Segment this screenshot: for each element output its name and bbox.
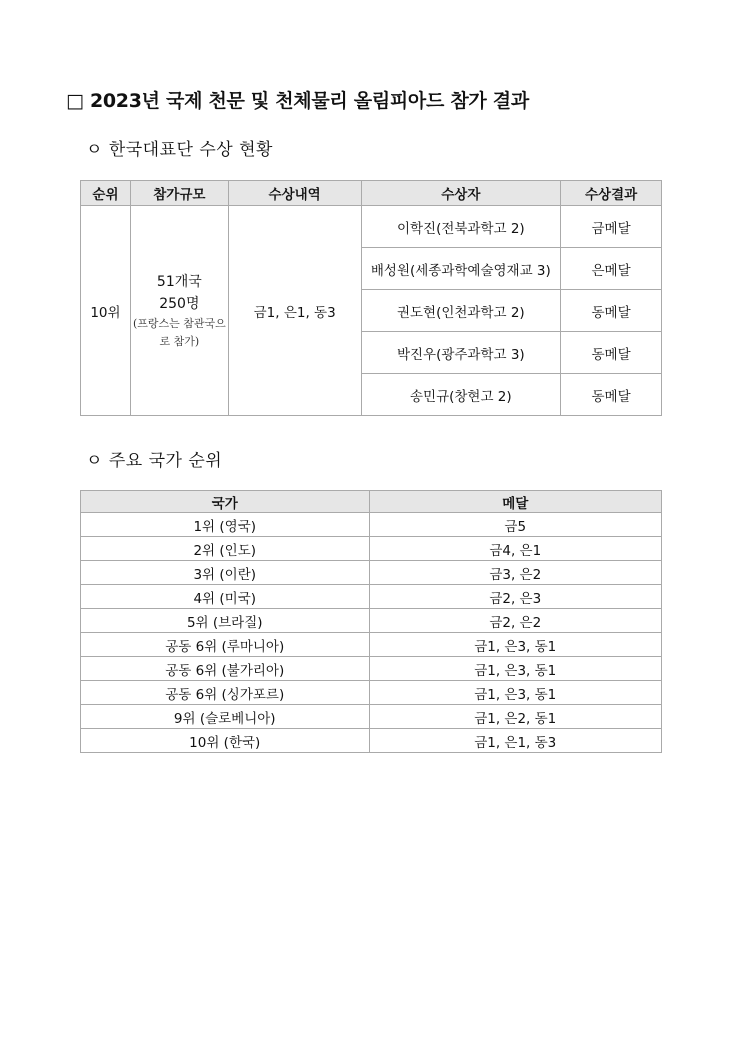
medals-cell: 금1, 은2, 동1 (369, 705, 662, 729)
medals-cell: 금2, 은2 (369, 609, 662, 633)
country-cell: 공동 6위 (불가리아) (81, 657, 370, 681)
winner-name: 송민규(창현고 2) (361, 374, 561, 416)
medals-cell: 금2, 은3 (369, 585, 662, 609)
winner-result: 은메달 (561, 248, 662, 290)
country-cell: 4위 (미국) (81, 585, 370, 609)
winner-result: 동메달 (561, 290, 662, 332)
rank-cell: 10위 (81, 206, 131, 416)
header-country: 국가 (81, 491, 370, 513)
table-row (81, 206, 662, 248)
table-row (81, 513, 662, 537)
medals-cell: 금1, 은3, 동1 (369, 633, 662, 657)
scale-cell (130, 206, 228, 416)
korea-team-results-table (80, 180, 662, 416)
country-cell: 공동 6위 (루마니아) (81, 633, 370, 657)
page-title: □ 2023년 국제 천문 및 천체물리 올림피아드 참가 결과 (66, 90, 529, 112)
winner-name: 배성원(세종과학예술영재교 3) (361, 248, 561, 290)
header-scale: 참가규모 (130, 181, 228, 206)
table-row (81, 585, 662, 609)
scale-countries: 51개국 (156, 273, 202, 290)
winner-name: 권도현(인천과학고 2) (361, 290, 561, 332)
table-row (81, 657, 662, 681)
country-ranking-table (80, 490, 662, 753)
section-heading-korea-team: ㅇ 한국대표단 수상 현황 (86, 140, 273, 160)
medals-cell: 금1, 은3, 동1 (369, 681, 662, 705)
scale-note: (프랑스는 참관국으로 참가) (132, 316, 226, 348)
table-row (81, 681, 662, 705)
header-medals: 메달 (369, 491, 662, 513)
header-awards: 수상내역 (228, 181, 361, 206)
header-winner: 수상자 (361, 181, 561, 206)
country-cell: 공동 6위 (싱가포르) (81, 681, 370, 705)
winner-result: 금메달 (561, 206, 662, 248)
winner-result: 동메달 (561, 374, 662, 416)
section-heading-country-ranking: ㅇ 주요 국가 순위 (86, 451, 223, 471)
medals-cell: 금3, 은2 (369, 561, 662, 585)
table-row (81, 561, 662, 585)
table-row (81, 705, 662, 729)
header-result: 수상결과 (561, 181, 662, 206)
winner-name: 이학진(전북과학고 2) (361, 206, 561, 248)
winner-name: 박진우(광주과학고 3) (361, 332, 561, 374)
table-row (81, 633, 662, 657)
country-cell: 10위 (한국) (81, 729, 370, 753)
table-row (81, 609, 662, 633)
awards-cell: 금1, 은1, 동3 (228, 206, 361, 416)
header-rank: 순위 (81, 181, 131, 206)
medals-cell: 금1, 은1, 동3 (369, 729, 662, 753)
table-row (81, 537, 662, 561)
scale-people: 250명 (159, 295, 200, 312)
ranking-body (81, 513, 662, 753)
winner-result: 동메달 (561, 332, 662, 374)
medals-cell: 금5 (369, 513, 662, 537)
country-cell: 5위 (브라질) (81, 609, 370, 633)
medals-cell: 금1, 은3, 동1 (369, 657, 662, 681)
table-header-row (81, 181, 662, 206)
country-cell: 2위 (인도) (81, 537, 370, 561)
table-row (81, 729, 662, 753)
country-cell: 9위 (슬로베니아) (81, 705, 370, 729)
country-cell: 1위 (영국) (81, 513, 370, 537)
medals-cell: 금4, 은1 (369, 537, 662, 561)
table-header-row (81, 491, 662, 513)
country-cell: 3위 (이란) (81, 561, 370, 585)
